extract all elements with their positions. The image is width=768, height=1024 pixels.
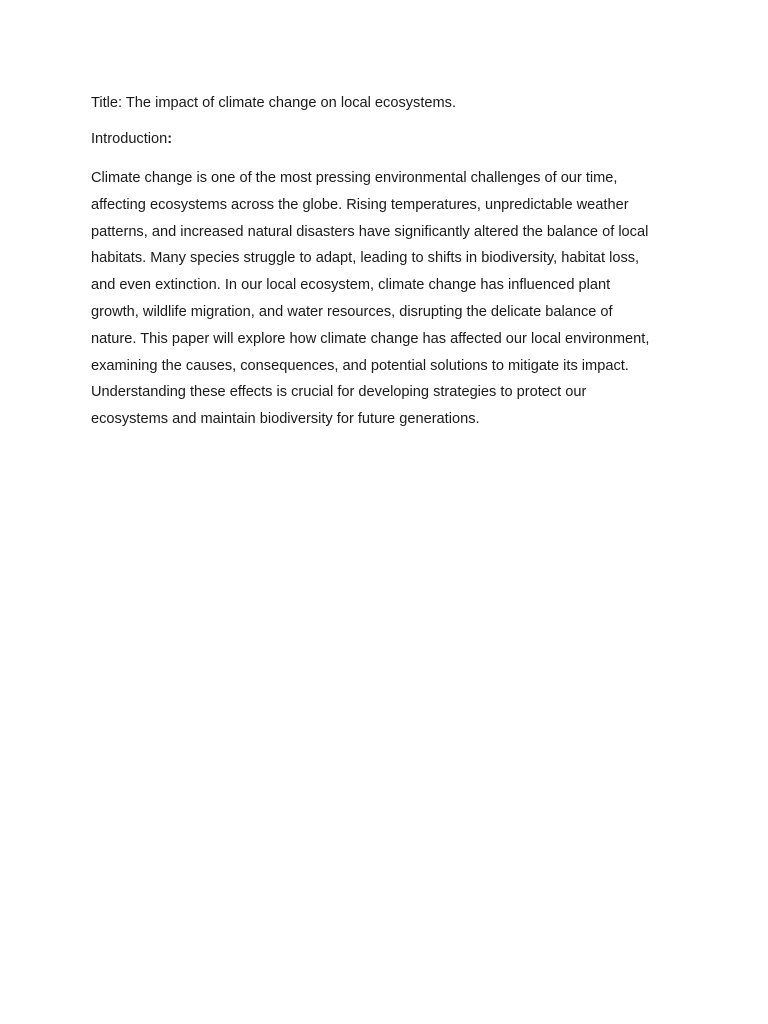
paragraph-line: growth, wildlife migration, and water resources, disrupting the delicate balance of [91,303,613,320]
introduction-colon: : [167,131,173,147]
introduction-heading [91,128,681,150]
paragraph-line: nature. This paper will explore how climate change has affected our local environment, [91,330,650,347]
document-title: Title: The impact of climate change on local ecosystems. [91,95,457,111]
paragraph-line: affecting ecosystems across the globe. Rising temperatures, unpredictable weather [91,196,629,213]
introduction-label: Introduction [91,131,168,147]
paragraph-line: examining the causes, consequences, and potential solutions to mitigate its impact. [91,357,629,374]
introduction-paragraph [91,165,681,433]
paragraph-line: and even extinction. In our local ecosystem, climate change has influenced plant [91,277,611,294]
document-content [91,92,681,433]
paragraph-line: ecosystems and maintain biodiversity for future generations. [91,411,480,428]
paragraph-line: Understanding these effects is crucial for developing strategies to protect our [91,384,587,401]
paragraph-line: patterns, and increased natural disasters have significantly altered the balance of local [91,223,649,240]
paragraph-line: habitats. Many species struggle to adapt, leading to shifts in biodiversity, habitat loss, [91,250,640,267]
paragraph-line: Climate change is one of the most pressing environmental challenges of our time, [91,170,618,186]
